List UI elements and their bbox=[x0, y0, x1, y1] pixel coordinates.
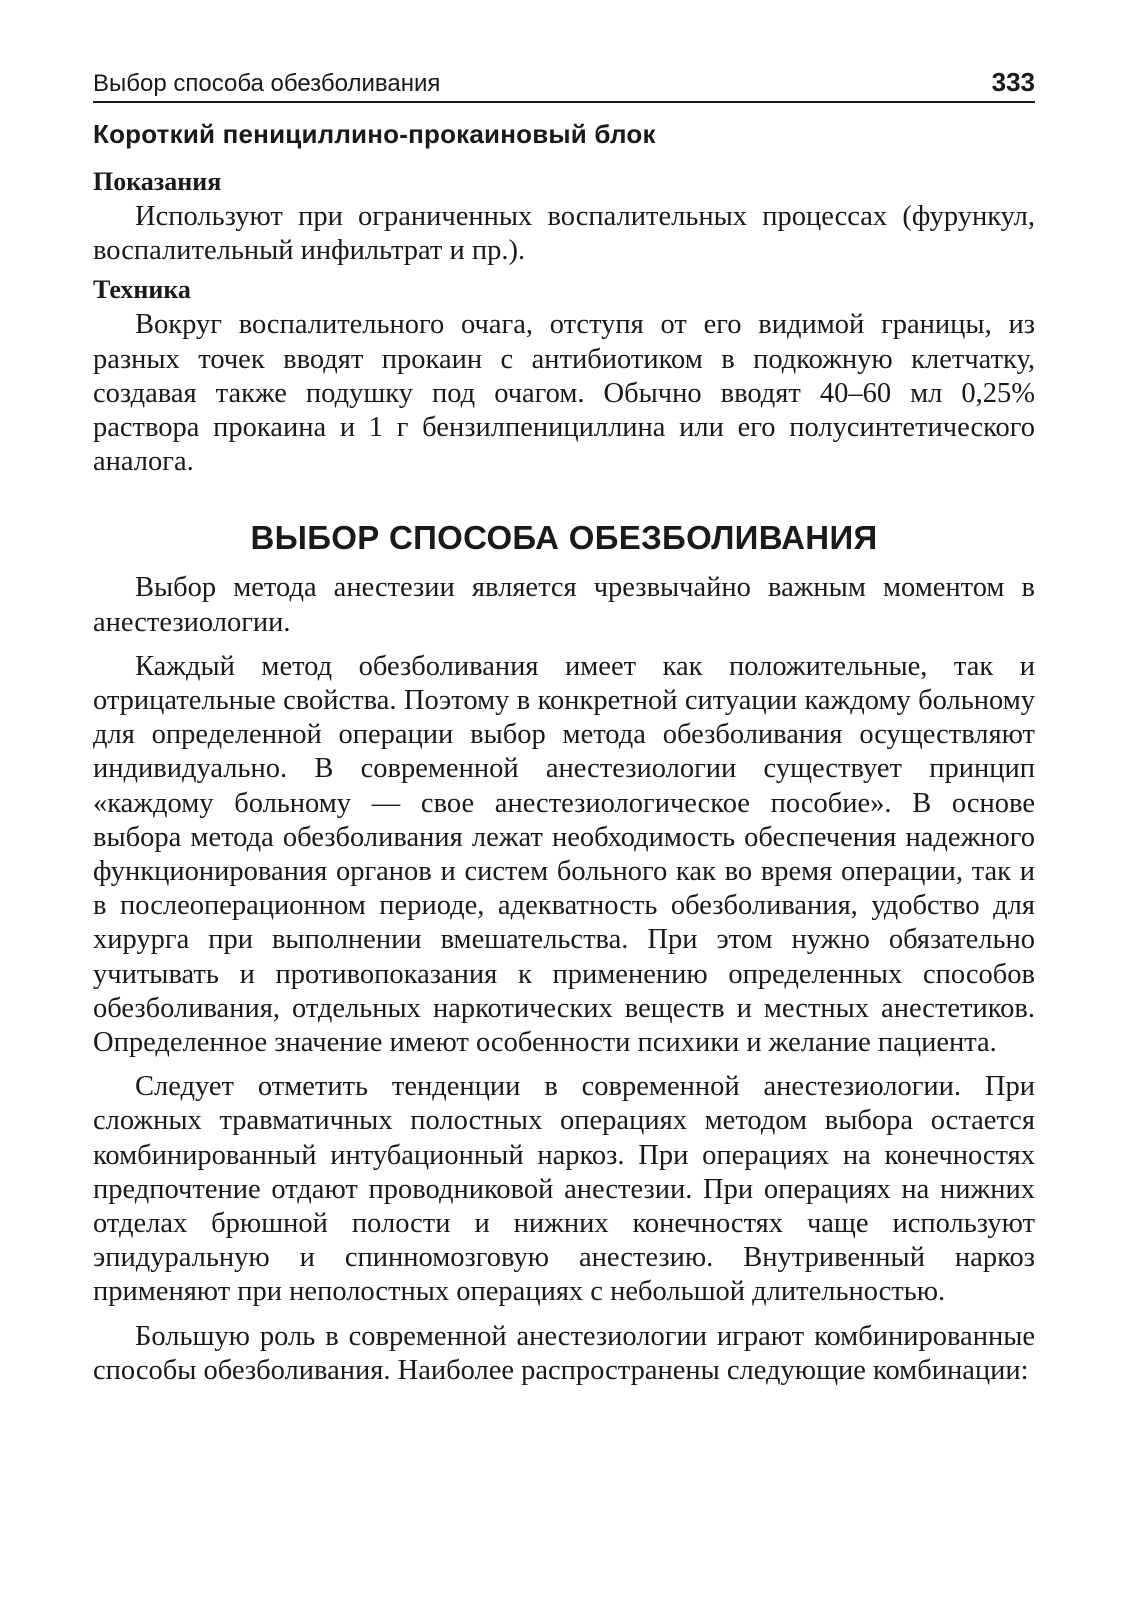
body-paragraph: Большую роль в современной анестезиологии играют комбинированные способы обезболивания. Наиболее распространены следующие комбинации: bbox=[93, 1320, 1035, 1386]
chapter-title: ВЫБОР СПОСОБА ОБЕЗБОЛИВАНИЯ bbox=[250, 519, 878, 557]
indications-text: Используют при ограниченных воспалительных процессах (фурункул, воспалительный инфильтрат и пр.). bbox=[93, 201, 1035, 267]
page bbox=[93, 60, 1035, 1398]
technique-heading: Техника bbox=[93, 275, 191, 305]
running-header bbox=[93, 60, 1035, 103]
section-title: Короткий пенициллино-прокаиновый блок bbox=[93, 119, 656, 149]
body-paragraph: Выбор метода анестезии является чрезвычайно важным моментом в анестезиологии. bbox=[93, 572, 1035, 638]
technique-text: Вокруг воспалительного очага, отступя от его видимой границы, из разных точек вводят прокаин с антибиотиком в подкожную клетчатку, создавая также подушку под очагом. Обычно вводят 40–60 мл 0,25% раствора прокаина и 1 г бензилпенициллина или его полусинтетического аналога. bbox=[93, 309, 1035, 478]
page-number: 333 bbox=[991, 67, 1035, 97]
indications-heading: Показания bbox=[93, 167, 222, 196]
running-title: Выбор способа обезболивания bbox=[93, 70, 441, 97]
body-paragraph: Следует отметить тенденции в современной анестезиологии. При сложных травматичных полостных операциях методом выбора остается комбинированный интубационный наркоз. При операциях на конечностях предпочтение отдают проводниковой анестезии. При операциях на нижних отделах брюшной полости и нижних конечностях чаще используют эпидуральную и спинномозговую анестезию. Внутривенный наркоз применяют при неполостных операциях с небольшой длительностью. bbox=[93, 1071, 1035, 1308]
body-paragraph: Каждый метод обезболивания имеет как положительные, так и отрицательные свойства. Поэтому в конкретной ситуации каждому больному для определенной операции выбор метода обезболивания осуществляют индивидуально. В современной анестезиологии существует принцип «каждому больному — свое анестезиологическое пособие». В основе выбора метода обезболивания лежат необходимость обеспечения надежного функционирования органов и систем больного как во время операции, так и в послеоперационном периоде, адекватность обезболивания, удобство для хирурга при выполнении вмешательства. При этом нужно обязательно учитывать и противопоказания к применению определенных способов обезболивания, отдельных наркотических веществ и местных анестетиков. Определенное значение имеют особенности психики и желание пациента. bbox=[93, 650, 1035, 1059]
